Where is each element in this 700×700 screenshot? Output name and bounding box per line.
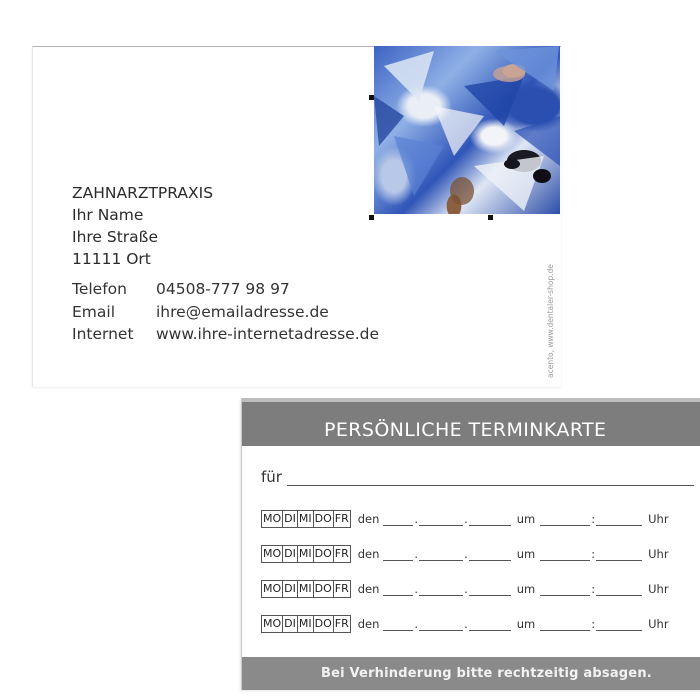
appointment-card-header [242,398,700,446]
uhr-label: Uhr [648,512,669,526]
weekday-boxes [261,545,350,563]
contact-label: Internet [72,325,134,343]
contact-value: www.ihre-internetadresse.de [156,325,380,343]
weekday-boxes [261,580,350,598]
date-separator: . [414,617,419,631]
date-month-blank[interactable] [419,548,463,561]
weekday-box[interactable]: FR [333,615,351,633]
weekday-box[interactable]: DI [282,545,298,563]
date-separator: . [464,512,468,526]
weekday-box[interactable]: MI [297,510,314,528]
appointment-card-title: PERSÖNLICHE TERMINKARTE [324,419,607,441]
uhr-label: Uhr [648,617,669,631]
weekday-box[interactable]: DO [313,615,334,633]
weekday-boxes [261,510,350,528]
contact-row-phone [72,278,379,301]
address-block [72,182,213,270]
time-separator: : [591,582,596,596]
date-year-blank[interactable] [469,513,511,526]
um-label: um [516,547,536,561]
date-day-blank[interactable] [383,513,413,526]
for-name-line[interactable] [287,485,694,486]
date-separator: . [464,547,468,561]
weekday-box[interactable]: MO [261,510,283,528]
uhr-label: Uhr [648,582,669,596]
date-separator: . [464,617,468,631]
time-hour-blank[interactable] [540,548,590,561]
um-label: um [516,512,536,526]
date-month-blank[interactable] [419,513,463,526]
appointment-row [261,545,669,563]
contact-value: 04508-777 98 97 [156,280,290,298]
practice-title: ZAHNARZTPRAXIS [72,184,214,202]
weekday-box[interactable]: MI [297,580,314,598]
appointment-card [241,398,700,690]
time-hour-blank[interactable] [540,618,590,631]
for-label: für [261,468,282,486]
den-label: den [357,582,380,596]
appointment-row [261,580,669,598]
weekday-box[interactable]: DI [282,510,298,528]
date-separator: . [414,512,419,526]
weekday-box[interactable]: FR [333,545,351,563]
contact-label: Telefon [72,280,127,298]
appointment-row [261,615,669,633]
time-separator: : [591,547,596,561]
selection-handle[interactable] [369,215,374,220]
appointment-row [261,510,669,528]
selection-handle[interactable] [369,95,374,100]
weekday-box[interactable]: DO [313,580,334,598]
date-day-blank[interactable] [383,548,413,561]
weekday-box[interactable]: MI [297,545,314,563]
time-minute-blank[interactable] [596,618,642,631]
date-year-blank[interactable] [469,548,511,561]
date-separator: . [414,582,419,596]
date-separator: . [414,547,419,561]
den-label: den [357,617,380,631]
abstract-artwork-image[interactable] [374,46,560,214]
contact-row-email [72,301,379,324]
weekday-box[interactable]: FR [333,510,351,528]
weekday-box[interactable]: FR [333,580,351,598]
weekday-box[interactable]: DO [313,545,334,563]
designer-credit: acento, www.dentaler-shop.de [546,264,555,378]
artwork-texture [374,46,560,214]
time-separator: : [591,512,596,526]
cancellation-notice: Bei Verhinderung bitte rechtzeitig absagen. [321,666,652,681]
date-year-blank[interactable] [469,583,511,596]
appointment-card-footer [242,657,700,690]
weekday-box[interactable]: MI [297,615,314,633]
um-label: um [516,617,536,631]
um-label: um [516,582,536,596]
time-minute-blank[interactable] [596,513,642,526]
weekday-box[interactable]: MO [261,580,283,598]
time-separator: : [591,617,596,631]
contact-label: Email [72,302,116,321]
weekday-box[interactable]: DI [282,580,298,598]
weekday-box[interactable]: MO [261,545,283,563]
selection-handle[interactable] [488,215,493,220]
contact-block [72,278,379,346]
weekday-box[interactable]: DO [313,510,334,528]
street-address: Ihre Straße [72,228,158,246]
weekday-box[interactable]: MO [261,615,283,633]
time-minute-blank[interactable] [596,548,642,561]
date-month-blank[interactable] [419,618,463,631]
practitioner-name: Ihr Name [72,206,144,224]
uhr-label: Uhr [648,547,669,561]
weekday-boxes [261,615,350,633]
date-year-blank[interactable] [469,618,511,631]
time-minute-blank[interactable] [596,583,642,596]
time-hour-blank[interactable] [540,583,590,596]
date-separator: . [464,582,468,596]
city-address: 11111 Ort [72,250,151,268]
weekday-box[interactable]: DI [282,615,298,633]
contact-value: ihre@emailadresse.de [156,302,329,321]
date-month-blank[interactable] [419,583,463,596]
den-label: den [357,547,380,561]
den-label: den [357,512,380,526]
date-day-blank[interactable] [383,583,413,596]
time-hour-blank[interactable] [540,513,590,526]
contact-row-internet [72,323,379,346]
date-day-blank[interactable] [383,618,413,631]
